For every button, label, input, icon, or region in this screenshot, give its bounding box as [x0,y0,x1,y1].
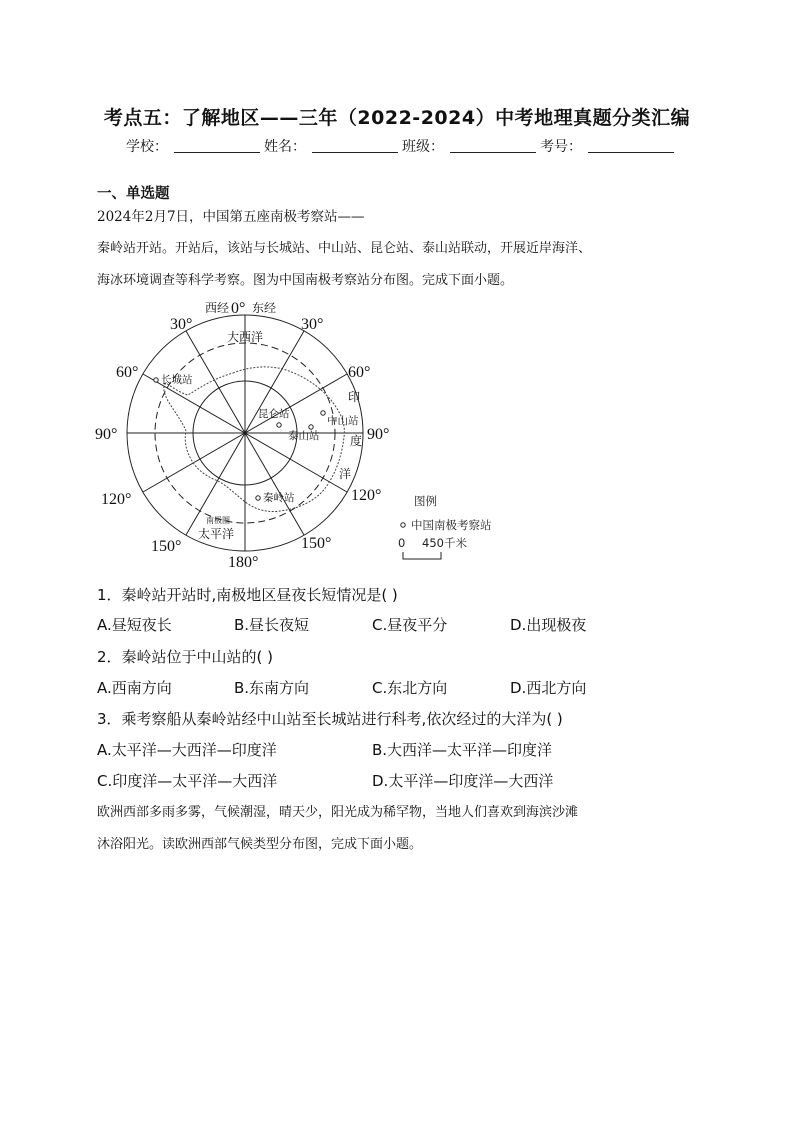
scale-zero: 0 [398,536,406,550]
q3-option-a[interactable]: A.太平洋—大西洋—印度洋 [97,741,277,759]
map-svg [95,295,518,571]
passage1-line1: 2024年2月7日，中国第五座南极考察站—— [97,209,365,225]
changcheng-station-label: 长城站 [161,374,193,386]
antarctic-circle-label: 南极圈 [206,516,230,525]
school-label: 学校： [126,139,168,155]
legend-station-label: 中国南极考察站 [411,518,492,532]
deg-90w: 90° [95,426,118,443]
deg-0: 0° [231,300,246,317]
q1-option-c[interactable]: C.昼夜平分 [372,616,448,634]
east-longitude-label: 东经 [252,301,277,315]
zhongshan-station-label: 中山站 [327,415,359,427]
q1-option-b[interactable]: B.昼长夜短 [234,616,310,634]
question-2-stem: 2．秦岭站位于中山站的( ) [97,648,274,666]
map-legend [398,494,492,559]
deg-30e: 30° [301,316,324,333]
kunlun-station-label: 昆仑站 [258,408,290,420]
class-label: 班级： [402,139,444,155]
passage2-line2: 沐浴阳光。读欧洲西部气候类型分布图，完成下面小题。 [97,837,423,852]
q2-option-d[interactable]: D.西北方向 [510,679,587,697]
antarctic-station-map [95,295,518,571]
deg-180: 180° [228,554,259,571]
deg-60e: 60° [348,364,371,381]
scale-value: 450千米 [422,536,467,550]
taishan-station-marker [309,425,313,429]
name-blank[interactable] [312,138,398,153]
kunlun-station-marker [277,423,281,427]
passage1-line3: 海冰环境调查等科学考察。图为中国南极考察站分布图。完成下面小题。 [97,273,514,288]
deg-30w: 30° [170,316,193,333]
deg-90e: 90° [367,426,390,443]
deg-150e: 150° [301,535,332,552]
pacific-ocean-label: 太平洋 [198,527,235,541]
qinling-station-marker [256,496,260,500]
taishan-station-label: 泰山站 [288,430,320,442]
name-label: 姓名： [264,139,306,155]
section-heading: 一、单选题 [97,186,170,202]
indian-ocean-label-2: 度 [350,434,363,448]
exam-number-label: 考号： [540,139,582,155]
q3-option-c[interactable]: C.印度洋—太平洋—大西洋 [97,772,278,790]
q3-option-d[interactable]: D.太平洋—印度洋—大西洋 [372,772,554,790]
legend-title: 图例 [414,494,437,508]
q1-option-d[interactable]: D.出现极夜 [510,616,587,634]
indian-ocean-label-3: 洋 [339,467,352,481]
q2-option-a[interactable]: A.西南方向 [97,679,172,697]
q3-option-b[interactable]: B.大西洋—太平洋—印度洋 [372,741,553,759]
q2-option-c[interactable]: C.东北方向 [372,679,448,697]
legend-station-marker [401,523,405,527]
question-3-stem: 3．乘考察船从秦岭站经中山站至长城站进行科考,依次经过的大洋为( ) [97,710,563,728]
q1-option-a[interactable]: A.昼短夜长 [97,616,172,634]
passage2-line1: 欧洲西部多雨多雾，气候潮湿，晴天少，阳光成为稀罕物，当地人们喜欢到海滨沙滩 [97,805,579,820]
qinling-station-label: 秦岭站 [263,492,295,504]
q2-option-b[interactable]: B.东南方向 [234,679,310,697]
passage1-line2: 秦岭站开站。开站后，该站与长城站、中山站、昆仑站、泰山站联动，开展近岸海洋、 [97,241,592,256]
deg-120w: 120° [101,491,132,508]
question-1-stem: 1．秦岭站开站时,南极地区昼夜长短情况是( ) [97,586,398,604]
atlantic-ocean-label: 大西洋 [227,330,264,344]
map-grid [127,315,363,551]
zhongshan-station-marker [321,411,325,415]
student-info-row [126,136,678,156]
deg-150w: 150° [151,538,182,555]
indian-ocean-label-1: 印 [348,390,361,404]
page-title: 考点五：了解地区——三年（2022-2024）中考地理真题分类汇编 [103,107,691,129]
school-blank[interactable] [174,138,260,153]
west-longitude-label: 西经 [205,301,230,315]
scale-bar [403,552,441,559]
changcheng-station-marker [154,378,158,382]
deg-60w: 60° [116,364,139,381]
exam-number-blank[interactable] [588,138,674,153]
class-blank[interactable] [450,138,536,153]
deg-120e: 120° [351,487,382,504]
